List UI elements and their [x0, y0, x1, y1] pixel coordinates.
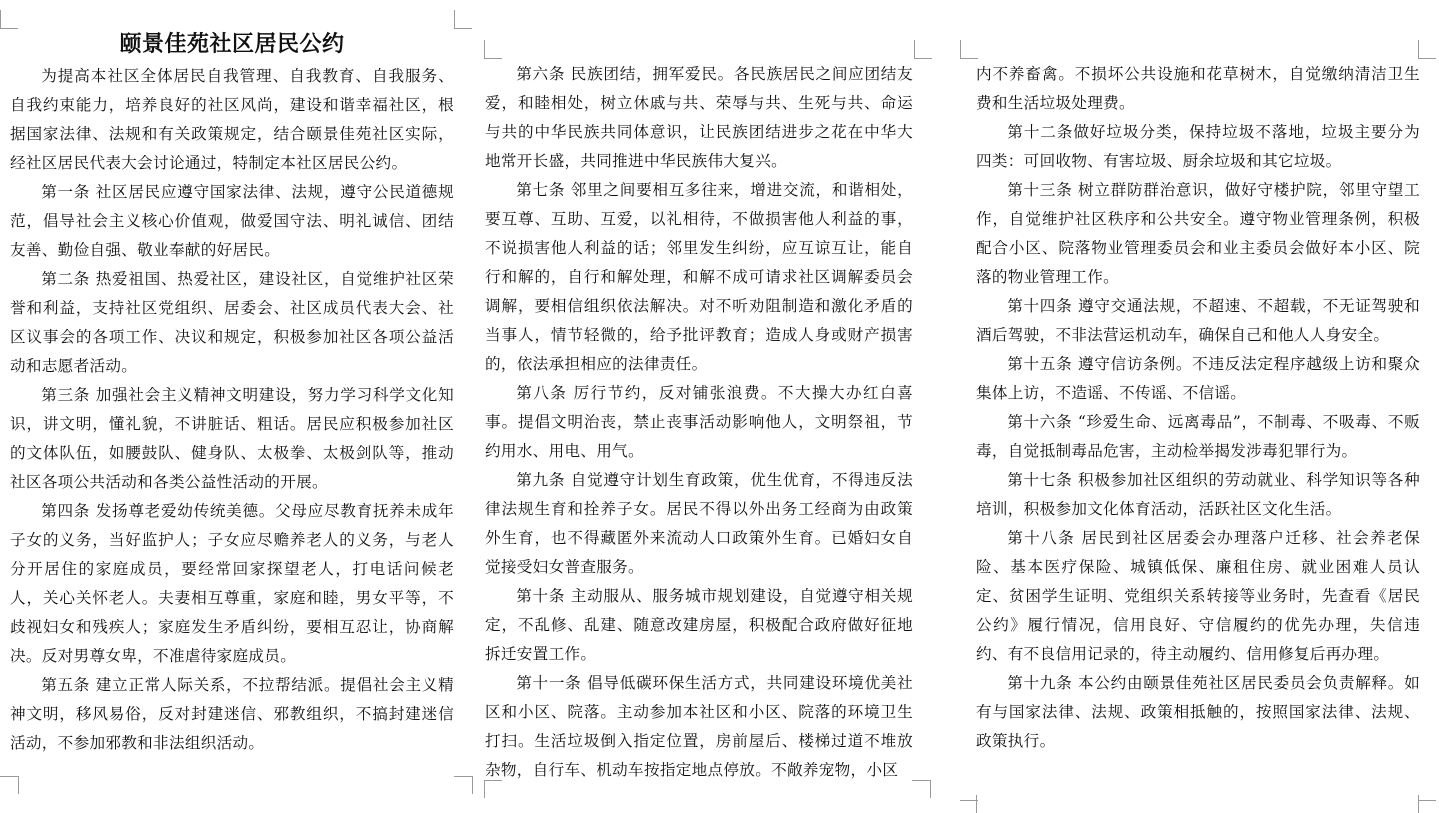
crop-mark — [484, 58, 502, 59]
article-3: 第三条 加强社会主义精神文明建设，努力学习科学文化知识，讲文明，懂礼貌，不讲脏话、粗话。居民应积极参加社区的文体队伍，如腰鼓队、健身队、太极拳、太极剑队等，推动社区各项公共活动和各类公益性活动的开展。 — [10, 386, 454, 491]
article-1: 第一条 社区居民应遵守国家法律、法规，遵守公民道德规范，倡导社会主义核心价值观，做爱国守法、明礼诚信、团结友善、勤俭自强、敬业奉献的好居民。 — [10, 183, 454, 259]
column-3 — [976, 60, 1420, 756]
crop-mark — [484, 40, 485, 58]
article-11-continued: 内不养畜禽。不损坏公共设施和花草树木，自觉缴纳清洁卫生费和生活垃圾处理费。 — [976, 65, 1420, 112]
article-15: 第十五条 遵守信访条例。不违反法定程序越级上访和聚众集体上访，不造谣、不传谣、不信谣。 — [976, 355, 1420, 402]
article-11: 第十一条 倡导低碳环保生活方式，共同建设环境优美社区和小区、院落。主动参加本社区和小区、院落的环境卫生打扫。生活垃圾倒入指定位置，房前屋后、楼梯过道不堆放杂物，自行车、机动车按指定地点停放。不敞养宠物，小区 — [485, 674, 913, 779]
article-8: 第八条 厉行节约，反对铺张浪费。不大操大办红白喜事。提倡文明治丧，禁止丧事活动影响他人，文明祭祖，节约用水、用电、用气。 — [485, 384, 913, 460]
crop-mark — [1418, 58, 1436, 59]
crop-mark — [914, 58, 932, 59]
crop-mark — [930, 780, 931, 798]
crop-mark — [976, 795, 977, 813]
article-13: 第十三条 树立群防群治意识，做好守楼护院，邻里守望工作，自觉维护社区秩序和公共安全。遵守物业管理条例，积极配合小区、院落物业管理委员会和业主委员会做好本小区、院落的物业管理工作。 — [976, 181, 1420, 286]
page-3 — [960, 0, 1439, 813]
column-2 — [485, 60, 913, 785]
crop-mark — [1418, 800, 1436, 801]
page-1 — [0, 0, 470, 813]
crop-mark — [1418, 795, 1419, 813]
article-4: 第四条 发扬尊老爱幼传统美德。父母应尽教育抚养未成年子女的义务，当好监护人；子女应尽赡养老人的义务，与老人分开居住的家庭成员，要经常回家探望老人，打电话问候老人，关心关怀老人。夫妻相互尊重，家庭和睦，男女平等，不歧视妇女和残疾人；家庭发生矛盾纠纷，要相互忍让，协商解决。反对男尊女卑，不准虐待家庭成员。 — [10, 502, 454, 665]
page-2 — [482, 0, 937, 813]
crop-mark — [454, 776, 472, 777]
crop-mark — [454, 10, 455, 28]
crop-mark — [0, 776, 18, 777]
crop-mark — [960, 40, 961, 58]
document-title: 颐景佳苑社区居民公约 — [119, 32, 345, 57]
article-9: 第九条 自觉遵守计划生育政策，优生优育，不得违反法律法规生育和拴养子女。居民不得以外出务工经商为由政策外生育，也不得藏匿外来流动人口政策外生育。已婚妇女自觉接受妇女普查服务。 — [485, 471, 913, 576]
crop-mark — [484, 780, 485, 798]
article-6: 第六条 民族团结，拥军爱民。各民族居民之间应团结友爱，和睦相处，树立休戚与共、荣辱与共、生死与共、命运与共的中华民族共同体意识，让民族团结进步之花在中华大地常开长盛，共同推进中华民族伟大复兴。 — [485, 65, 913, 170]
article-10: 第十条 主动服从、服务城市规划建设，自觉遵守相关规定，不乱修、乱建、随意改建房屋，积极配合政府做好征地拆迁安置工作。 — [485, 587, 913, 663]
crop-mark — [1418, 40, 1419, 58]
article-17: 第十七条 积极参加社区组织的劳动就业、科学知识等各种培训，积极参加文化体育活动，活跃社区文化生活。 — [976, 471, 1420, 518]
crop-mark — [454, 28, 472, 29]
crop-mark — [960, 58, 978, 59]
crop-mark — [484, 780, 502, 781]
crop-mark — [0, 28, 18, 29]
article-2: 第二条 热爱祖国、热爱社区，建设社区，自觉维护社区荣誉和利益，支持社区党组织、居委会、社区成员代表大会、社区议事会的各项工作、决议和规定，积极参加社区各项公益活动和志愿者活动。 — [10, 270, 454, 375]
crop-mark — [472, 776, 473, 794]
crop-mark — [18, 776, 19, 794]
article-19: 第十九条 本公约由颐景佳苑社区居民委员会负责解释。如有与国家法律、法规、政策相抵触的，按照国家法律、法规、政策执行。 — [976, 674, 1420, 750]
crop-mark — [912, 780, 930, 781]
article-5: 第五条 建立正常人际关系，不拉帮结派。提倡社会主义精神文明，移风易俗，反对封建迷信、邪教组织，不搞封建迷信活动，不参加邪教和非法组织活动。 — [10, 676, 454, 752]
crop-mark — [0, 10, 1, 28]
article-7: 第七条 邻里之间要相互多往来，增进交流，和谐相处，要互尊、互助、互爱，以礼相待，不做损害他人利益的事，不说损害他人利益的话；邻里发生纠纷，应互谅互让，能自行和解的，自行和解处理，和解不成可请求社区调解委员会调解，要相信组织依法解决。对不听劝阻制造和激化矛盾的当事人，情节轻微的，给予批评教育；造成人身或财产损害的，依法承担相应的法律责任。 — [485, 181, 913, 373]
article-14: 第十四条 遵守交通法规，不超速、不超载，不无证驾驶和酒后驾驶，不非法营运机动车，确保自己和他人人身安全。 — [976, 297, 1420, 344]
article-12: 第十二条做好垃圾分类，保持垃圾不落地，垃圾主要分为四类：可回收物、有害垃圾、厨余垃圾和其它垃圾。 — [976, 123, 1420, 170]
column-1 — [10, 30, 454, 758]
crop-mark — [914, 40, 915, 58]
preamble-paragraph: 为提高本社区全体居民自我管理、自我教育、自我服务、自我约束能力，培养良好的社区风尚，建设和谐幸福社区，根据国家法律、法规和有关政策规定，结合颐景佳苑社区实际，经社区居民代表大会讨论通过，特制定本社区居民公约。 — [10, 67, 454, 172]
article-18: 第十八条 居民到社区居委会办理落户迁移、社会养老保险、基本医疗保险、城镇低保、廉租住房、就业困难人员认定、贫困学生证明、党组织关系转接等业务时，先查看《居民公约》履行情况，信用良好、守信履约的优先办理，失信违约、有不良信用记录的，待主动履约、信用修复后再办理。 — [976, 529, 1420, 663]
article-16: 第十六条 “珍爱生命、远离毒品”，不制毒、不吸毒、不贩毒，自觉抵制毒品危害，主动检举揭发涉毒犯罪行为。 — [976, 413, 1420, 460]
